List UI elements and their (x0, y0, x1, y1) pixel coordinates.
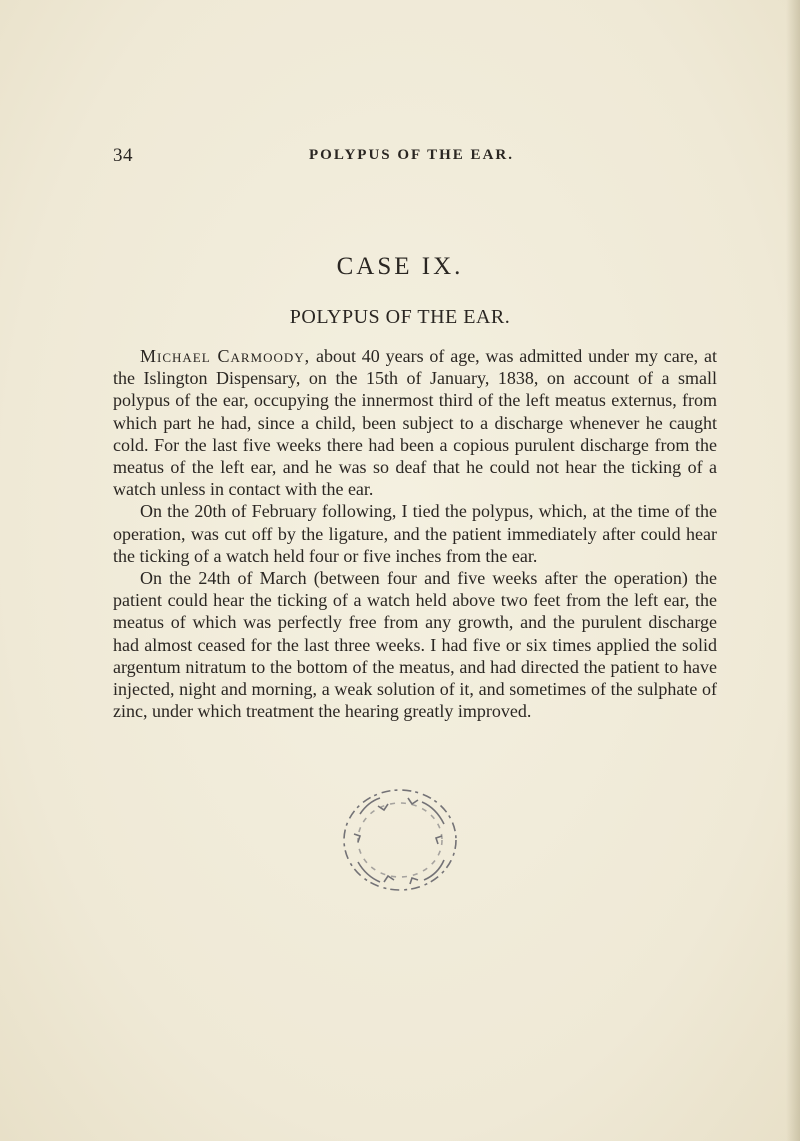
case-subtitle: POLYPUS OF THE EAR. (289, 306, 511, 328)
running-head: POLYPUS OF THE EAR. (309, 147, 514, 163)
paragraph-1 (113, 345, 717, 500)
page-number: 34 (113, 145, 133, 166)
paragraph-2: On the 20th of February following, I tied the polypus, which, at the time of the operation, was cut off by the ligature, and the patient immediately after could hear the ticking of a watch held four or five inches from the ear. (113, 501, 717, 566)
patient-name: Michael Carmoody, (140, 346, 311, 366)
paragraph-3: On the 24th of March (between four and five weeks after the operation) the patient could hear the ticking of a watch held above two feet from the left ear, the meatus of which was perfectly free from any growth, and the purulent discharge had almost ceased for the last three weeks. I had five or six times applied the solid argentum nitratum to the bottom of the meatus, and had directed the patient to have injected, night and morning, a weak solution of it, and sometimes of the sulphate of zinc, under which treatment the hearing greatly improved. (113, 568, 717, 722)
page-edge-shadow (786, 0, 800, 1141)
case-title: CASE IX. (336, 253, 464, 280)
paragraph-1-text: about 40 years of age, was admitted under my care, at the Islington Dispensary, on the 15th of January, 1838, on account of a small polypus of the ear, occupying the innermost third of the left meatus externus, from which part he had, since a child, been subject to a discharge whenever he caught cold. For the last five weeks there had been a copious purulent discharge from the meatus of the left ear, and he was so deaf that he could not hear the ticking of a watch unless in contact with the ear. (113, 346, 717, 500)
library-stamp-icon (338, 784, 462, 896)
body-text (113, 345, 717, 722)
